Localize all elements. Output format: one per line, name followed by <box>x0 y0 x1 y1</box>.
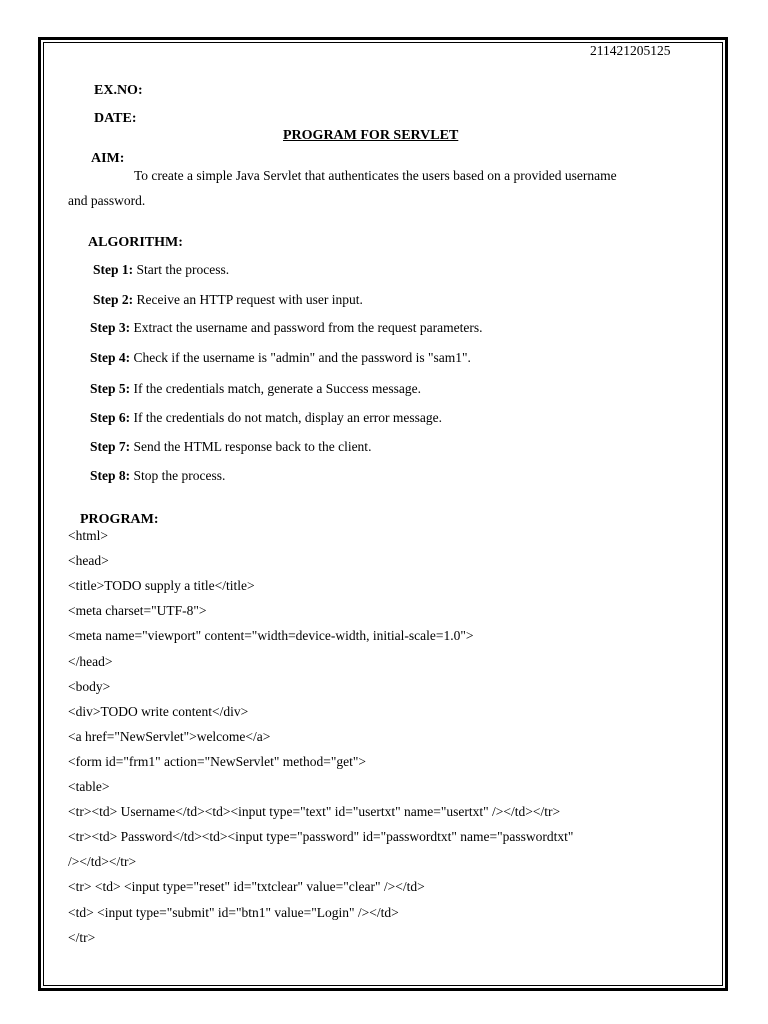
code-line: <head> <box>68 553 109 568</box>
step-label: Step 3: <box>90 320 131 335</box>
step-label: Step 8: <box>90 468 131 483</box>
step-label: Step 6: <box>90 410 131 425</box>
code-line: <td> <input type="submit" id="btn1" value="Login" /></td> <box>68 905 399 920</box>
code-line: <body> <box>68 679 111 694</box>
step-label: Step 4: <box>90 350 131 365</box>
step-text: Start the process. <box>133 262 230 277</box>
step-text: Check if the username is "admin" and the password is "sam1". <box>130 350 471 365</box>
step-label: Step 5: <box>90 381 131 396</box>
program-heading: PROGRAM: <box>80 512 159 527</box>
aim-label: AIM: <box>91 151 125 166</box>
code-line: <table> <box>68 779 110 794</box>
algorithm-step <box>90 439 371 455</box>
code-line: <title>TODO supply a title</title> <box>68 578 255 593</box>
step-label: Step 1: <box>93 262 134 277</box>
algorithm-step <box>90 410 442 426</box>
ex-no-label: EX.NO: <box>94 83 143 98</box>
roll-number: 211421205125 <box>590 43 671 58</box>
algorithm-step <box>90 320 483 336</box>
algorithm-step <box>93 262 229 278</box>
code-line: <a href="NewServlet">welcome</a> <box>68 729 271 744</box>
code-line: <html> <box>68 528 108 543</box>
code-line: </head> <box>68 654 113 669</box>
code-line: <tr><td> Password</td><td><input type="password" id="passwordtxt" name="passwordtxt" <box>68 829 574 844</box>
code-line: <meta charset="UTF-8"> <box>68 603 207 618</box>
aim-text-line-2: and password. <box>68 193 146 208</box>
algorithm-step <box>90 468 225 484</box>
step-text: Send the HTML response back to the client. <box>130 439 372 454</box>
code-line: <form id="frm1" action="NewServlet" method="get"> <box>68 754 366 769</box>
page-title: PROGRAM FOR SERVLET <box>283 128 459 143</box>
step-label: Step 7: <box>90 439 131 454</box>
code-line: <div>TODO write content</div> <box>68 704 249 719</box>
code-line: <tr> <td> <input type="reset" id="txtclear" value="clear" /></td> <box>68 879 425 894</box>
code-line: </tr> <box>68 930 96 945</box>
step-text: If the credentials do not match, display an error message. <box>130 410 443 425</box>
algorithm-step <box>90 381 421 397</box>
code-line: /></td></tr> <box>68 854 137 869</box>
step-text: Stop the process. <box>130 468 226 483</box>
algorithm-heading: ALGORITHM: <box>88 235 183 250</box>
step-text: If the credentials match, generate a Success message. <box>130 381 421 396</box>
step-text: Receive an HTTP request with user input. <box>133 292 363 307</box>
algorithm-step <box>93 292 363 308</box>
aim-text-line-1: To create a simple Java Servlet that authenticates the users based on a provided username <box>134 168 617 183</box>
algorithm-step <box>90 350 471 366</box>
code-line: <tr><td> Username</td><td><input type="text" id="usertxt" name="usertxt" /></td></tr> <box>68 804 561 819</box>
code-line: <meta name="viewport" content="width=device-width, initial-scale=1.0"> <box>68 628 474 643</box>
date-label: DATE: <box>94 111 137 126</box>
step-text: Extract the username and password from the request parameters. <box>130 320 483 335</box>
step-label: Step 2: <box>93 292 134 307</box>
